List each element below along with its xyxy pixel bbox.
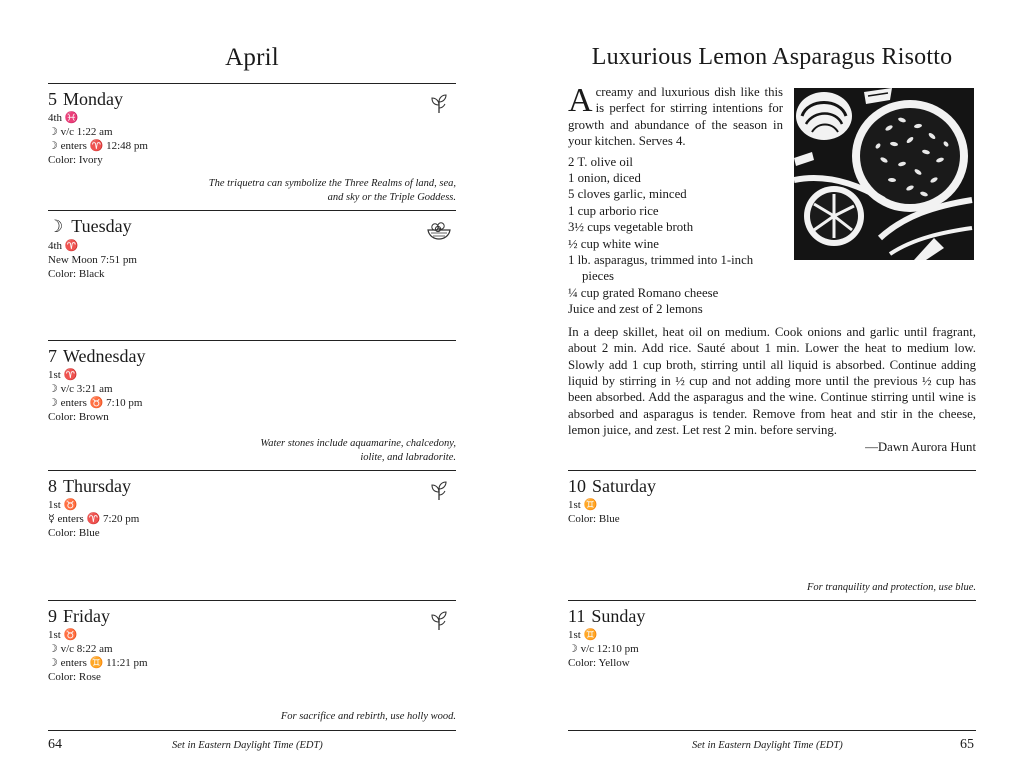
day-number: 8	[48, 476, 57, 496]
ingredient-item: 5 cloves garlic, minced	[568, 187, 687, 202]
day-number: 7	[48, 346, 57, 366]
day-name: Thursday	[63, 476, 131, 496]
timezone-note: Set in Eastern Daylight Time (EDT)	[172, 740, 323, 751]
day-color: Color: Blue	[48, 527, 100, 539]
page-title: April	[225, 44, 279, 71]
ingredient-item: 2 T. olive oil	[568, 154, 633, 169]
moon-enters-sign: ☽ enters ♈ 12:48 pm	[48, 140, 148, 152]
ingredient-item: ¼ cup grated Romano cheese	[568, 285, 719, 300]
day-entry-tuesday	[48, 211, 456, 339]
drop-cap: A	[568, 82, 593, 119]
day-number: 9	[48, 606, 57, 626]
ingredient-item: pieces	[582, 269, 614, 284]
ingredient-list	[568, 154, 783, 318]
day-entry-monday	[48, 84, 456, 209]
moon-phase-sign: 1st ♈	[48, 369, 78, 381]
moon-void-of-course: ☽ v/c 8:22 am	[48, 643, 113, 655]
moon-phase-sign: 1st ♊	[568, 499, 598, 511]
sprout-icon	[428, 609, 450, 631]
day-number: 10	[568, 476, 586, 496]
day-note: Water stones include aquamarine, chalcedony, iolite, and labradorite.	[260, 438, 456, 463]
day-entry-thursday	[48, 471, 456, 599]
day-name: Friday	[63, 606, 110, 626]
day-entry-wednesday	[48, 341, 456, 468]
mercury-enters-sign: ☿ enters ♈ 7:20 pm	[48, 513, 140, 525]
new-moon-symbol: ☽	[48, 217, 64, 236]
day-name: Wednesday	[63, 346, 146, 366]
recipe-title: Luxurious Lemon Asparagus Risotto	[591, 44, 953, 70]
day-color: Color: Rose	[48, 671, 101, 683]
recipe-body	[568, 84, 976, 455]
moon-phase-sign: 4th ♈	[48, 240, 79, 252]
moon-phase-sign: 4th ♓	[48, 112, 79, 124]
day-entry-saturday	[568, 471, 976, 599]
sprout-icon	[428, 479, 450, 501]
day-color: Color: Ivory	[48, 154, 103, 166]
day-color: Color: Blue	[568, 513, 620, 525]
day-note: The triquetra can symbolize the Three Realms of land, sea, and sky or the Triple Goddess.	[208, 178, 456, 203]
bottom-rule	[568, 730, 976, 731]
ingredient-item: 1 onion, diced	[568, 171, 641, 186]
recipe-author: —Dawn Aurora Hunt	[865, 439, 976, 454]
page-number: 64	[48, 737, 62, 752]
day-number: 5	[48, 89, 57, 109]
moon-void-of-course: ☽ v/c 12:10 pm	[568, 643, 639, 655]
ingredient-item: 3½ cups vegetable broth	[568, 220, 694, 235]
right-page	[568, 0, 976, 780]
moon-phase-sign: 1st ♉	[48, 629, 78, 641]
day-name: Tuesday	[71, 216, 132, 236]
day-color: Color: Yellow	[568, 657, 630, 669]
day-entry-sunday	[568, 601, 976, 729]
moon-enters-sign: ☽ enters ♉ 7:10 pm	[48, 397, 143, 409]
bowl-icon	[426, 219, 452, 241]
day-name: Monday	[63, 89, 123, 109]
moon-void-of-course: ☽ v/c 3:21 am	[48, 383, 113, 395]
day-name: Saturday	[592, 476, 656, 496]
day-note: For sacrifice and rebirth, use holly wood.	[280, 711, 456, 722]
ingredient-item: 1 cup arborio rice	[568, 203, 659, 218]
day-note: For tranquility and protection, use blue.	[806, 582, 976, 593]
moon-enters-sign: ☽ enters ♊ 11:21 pm	[48, 657, 148, 669]
left-page	[48, 0, 456, 780]
day-name: Sunday	[591, 606, 646, 626]
day-entry-friday	[48, 601, 456, 729]
moon-phase-sign: 1st ♉	[48, 499, 78, 511]
recipe-method: In a deep skillet, heat oil on medium. Cook onions and garlic until fragrant, about 2 min. Add rice. Sauté about 1 min. Lower the heat to medium low. Slowly add 1 cup broth, stirring until all liquid is absorbed. Continue adding liquid by stirring in ½ cup and not adding more until the previous ½ cup has been absorbed. Add the asparagus and the wine. Continue stirring until wine is absorbed and asparagus is tender. Remove from heat and stir in the cheese, lemon juice, and zest. Let rest 2 min. before serving.	[568, 324, 976, 438]
page-number: 65	[960, 737, 974, 752]
day-color: Color: Black	[48, 268, 105, 280]
day-color: Color: Brown	[48, 411, 109, 423]
moon-phase-sign: 1st ♊	[568, 629, 598, 641]
bottom-rule	[48, 730, 456, 731]
new-moon-time: New Moon 7:51 pm	[48, 254, 137, 266]
ingredient-item: Juice and zest of 2 lemons	[568, 302, 703, 317]
recipe-intro: A creamy and luxurious dish like this is perfect for stirring intentions for growth and abundance of the season in your kitchen. Serves 4.	[568, 82, 783, 149]
sprout-icon	[428, 92, 450, 114]
day-number: 11	[568, 606, 586, 626]
timezone-note: Set in Eastern Daylight Time (EDT)	[692, 740, 843, 751]
ingredient-item: ½ cup white wine	[568, 236, 659, 251]
ingredient-item: 1 lb. asparagus, trimmed into 1-inch	[568, 253, 754, 268]
moon-void-of-course: ☽ v/c 1:22 am	[48, 126, 113, 138]
